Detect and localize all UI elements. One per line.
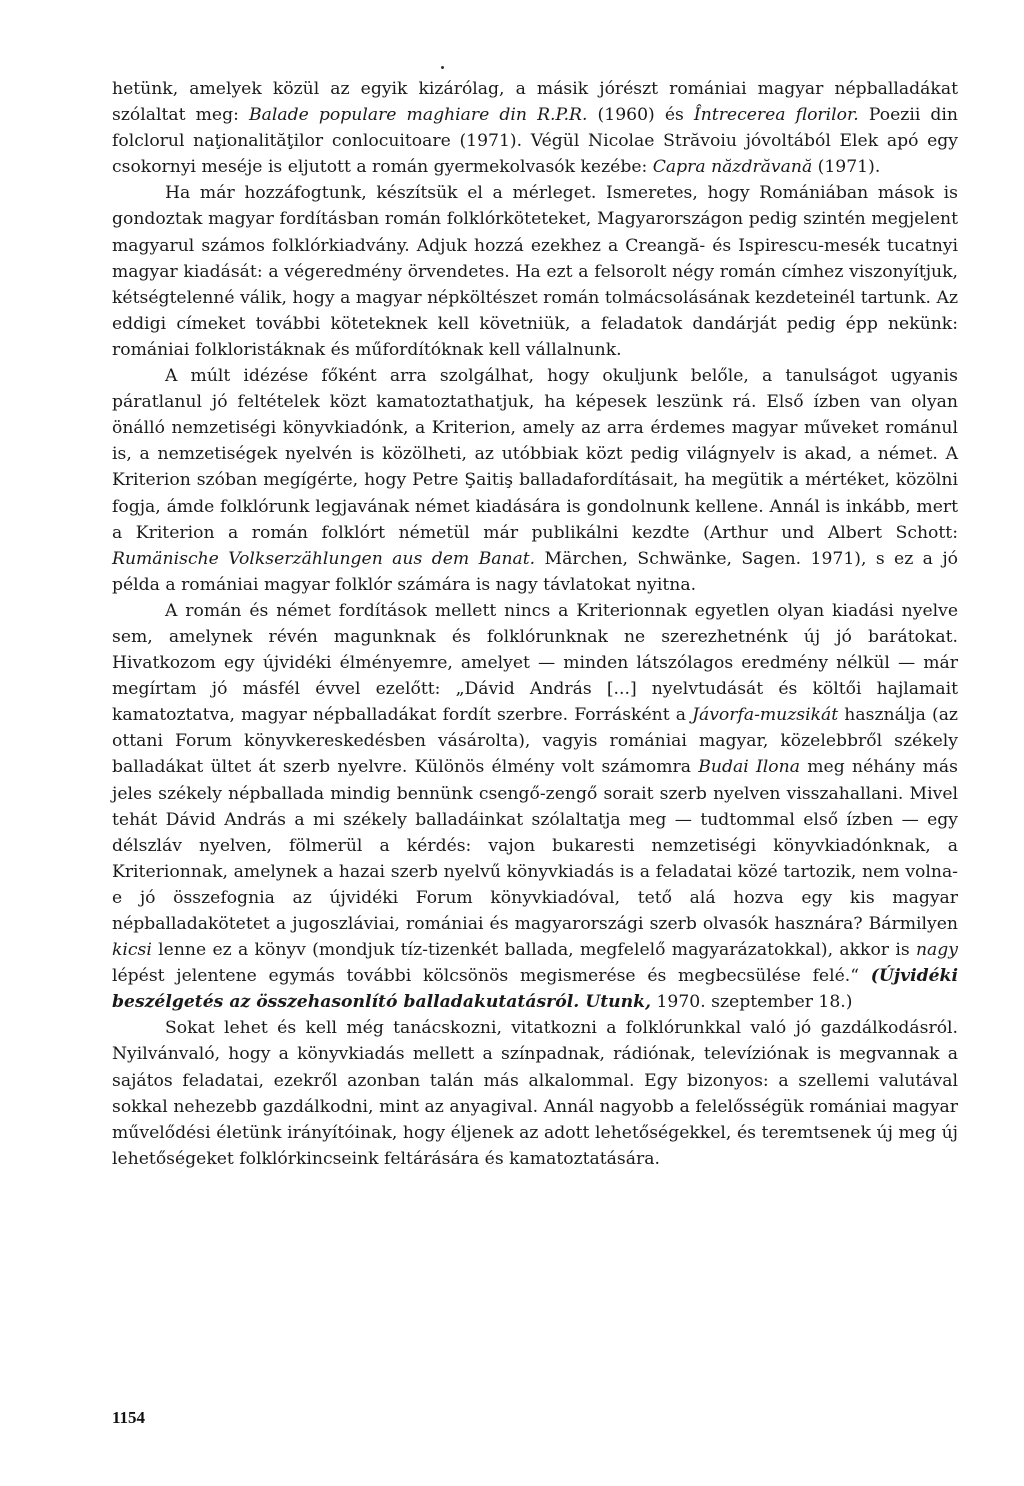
paragraph — [112, 1015, 958, 1172]
text-run: (1971). — [812, 157, 881, 178]
paragraph — [112, 363, 958, 598]
text-run: hetünk, amelyek közül az egyik kizárólag, a másik jórészt romániai magyar népballadákat szólaltat meg: — [112, 79, 958, 126]
text-run: A román és német fordítások mellett nincs a Kriterionnak egyetlen olyan kiadási nyelve sem, amelynek révén magunknak és folklórunknak ne szerezhetnénk új jó barátokat. Hivatkozom egy újvidéki élményemre, amelyet — minden látszólagos eredmény nélkül — már megírtam jó másfél évvel ezelőtt: „Dávid András [...] nyelvtudását és költői hajlamait kamatoztatva, magyar népballadákat fordít szerbre. Forrásként a — [112, 600, 958, 726]
text-run: meg néhány más jeles székely népballada mindig bennünk csengő-zengő sorait szerb nyelven visszahallani. Mivel tehát Dávid András a mi székely balladáinkat szólaltatja meg — tudtommal első ízben — egy délszláv nyelven, fölmerül a kérdés: vajon bukaresti nemzetiségi könyvkiadónknak, a Kriterionnak, amelynek a hazai szerb nyelvű könyvkiadás is a feladatai közé tartozik, nem volna-e jó összefognia az újvidéki Forum könyvkiadóval, tető alá hozva egy kis magyar népballadakötetet a jugoszláviai, romániai és magyarországi szerb olvasók hasznára? Bármilyen — [112, 757, 958, 934]
italic-text: Jávorfa-muzsikát — [692, 705, 839, 726]
italic-text: Balade populare maghiare din R.P.R. — [249, 105, 588, 126]
bold-italic-text: (Újvidéki beszélgetés az összehasonlító balladakutatásról. Utunk, — [112, 966, 958, 1013]
text-run: lenne ez a könyv (mondjuk tíz-tizenkét ballada, megfelelő magyarázatokkal), akkor is — [151, 940, 916, 961]
page-number: 1154 — [112, 1408, 146, 1427]
paragraph — [112, 180, 958, 363]
text-run: Märchen, Schwänke, Sagen. 1971), s ez a jó példa a romániai magyar folklór számára is nagy távlatokat nyitna. — [112, 548, 959, 595]
italic-text: nagy — [915, 940, 958, 961]
text-run: Ha már hozzáfogtunk, készítsük el a mérleget. Ismeretes, hogy Romániában mások is gondoztak magyar fordításban román folklórköteteket, Magyarországon pedig szintén megjelent magyarul számos folklórkiadvány. Adjuk hozzá ezekhez a Creangă- és Ispirescu-mesék tucatnyi magyar kiadását: a végeredmény örvendetes. Ha ezt a felsorolt négy román címhez viszonyítjuk, kétségtelenné válik, hogy a magyar népköltészet román tolmácsolásának kezdeteinél tartunk. Az eddigi címeket további köteteknek kell követniük, a feladatok dandárját pedig épp nekünk: romániai folkloristáknak és műfordítóknak kell vállalnunk. — [112, 183, 958, 360]
text-run: használja (az ottani Forum könyvkereskedésben vásárolta), vagyis romániai magyar, közelebbről székely balladákat ültet át szerb nyelvre. Különös élmény volt számomra — [112, 705, 958, 778]
paragraph — [112, 76, 958, 180]
italic-text: Rumänische Volkserzählungen aus dem Banat. — [112, 548, 536, 569]
italic-text: Întrecerea florilor. — [693, 105, 859, 126]
text-run: lépést jelentene egymás további kölcsönös megismerése és megbecsülése felé.“ — [112, 966, 871, 987]
text-run: (1960) és — [587, 105, 694, 126]
text-run: A múlt idézése főként arra szolgálhat, hogy okuljunk belőle, a tanulságot ugyanis páratlanul jó feltételek közt kamatoztathatjuk, ha képesek leszünk rá. Első ízben van olyan önálló nemzetiségi könyvkiadónk, a Kriterion, amely az arra érdemes magyar műveket románul is, a nemzetiségek nyelvén is közölheti, az utóbbiak közt pedig világnyelv is akad, a német. A Kriterion szóban megígérte, hogy Petre Şaitiş balladafordításait, ha megütik a mértéket, közölni fogja, ámde folklórunk legjavának német kiadására is gondolnunk kellene. Annál is inkább, mert a Kriterion a román folklórt németül már publikálni kezdte (Arthur und Albert Schott: — [112, 366, 958, 543]
italic-text: Capra năzdrăvană — [652, 157, 813, 178]
print-speck — [441, 66, 444, 69]
text-run: Sokat lehet és kell még tanácskozni, vitatkozni a folklórunkkal való jó gazdálkodásról. Nyilvánvaló, hogy a könyvkiadás mellett a színpadnak, rádiónak, televíziónak is megvannak a sajátos feladatai, ezekről azonban talán más alkalommal. Egy bizonyos: a szellemi valutával sokkal nehezebb gazdálkodni, mint az anyagival. Annál nagyobb a felelősségük romániai magyar művelődési életünk irányítóinak, hogy éljenek az adott lehetőségekkel, és teremtsenek új meg új lehetőségeket folklórkincseink feltárására és kamatoztatására. — [112, 1018, 958, 1169]
paragraph — [112, 598, 958, 1016]
italic-text: kicsi — [112, 940, 152, 961]
italic-text: Budai Ilona — [698, 757, 800, 778]
text-run: 1970. szeptember 18.) — [651, 992, 853, 1013]
body-text — [112, 76, 958, 1172]
text-run: Poezii din folclorul naţionalităţilor conlocuitoare (1971). Végül Nicolae Străvoiu jóvoltából Elek apó egy csokornyi meséje is eljutott a román gyermekolvasók kezébe: — [112, 105, 958, 178]
